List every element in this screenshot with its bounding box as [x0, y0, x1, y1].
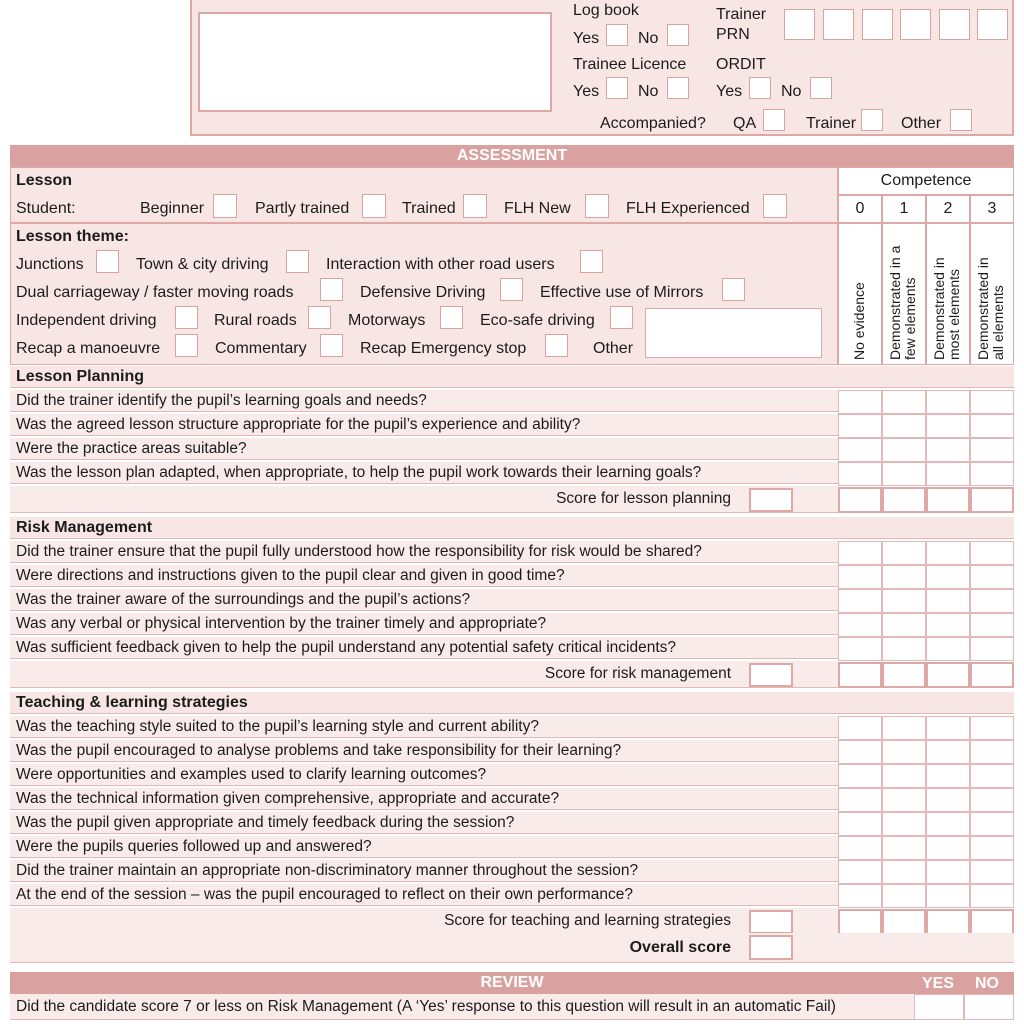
- competence-score-cell[interactable]: [926, 740, 970, 764]
- student-level-label: Beginner: [140, 200, 205, 217]
- competence-score-cell[interactable]: [970, 860, 1014, 884]
- competence-score-cell[interactable]: [882, 565, 926, 589]
- competence-score-cell[interactable]: [970, 740, 1014, 764]
- lesson-theme-checkbox[interactable]: [500, 278, 523, 301]
- overall-score-label: Overall score: [629, 939, 731, 956]
- competence-score-cell[interactable]: [926, 414, 970, 438]
- trainer-prn-digit-box[interactable]: [900, 9, 931, 40]
- competence-score-cell[interactable]: [926, 836, 970, 860]
- student-level-label: FLH New: [504, 200, 571, 217]
- lesson-theme-label: Junctions: [16, 256, 84, 273]
- lesson-theme-checkbox[interactable]: [722, 278, 745, 301]
- competence-score-cell[interactable]: [926, 438, 970, 462]
- competence-score-cell[interactable]: [970, 390, 1014, 414]
- section-title: Teaching & learning strategies: [16, 694, 248, 711]
- lesson-theme-label: Interaction with other road users: [326, 256, 555, 273]
- trainer-prn-digit-box[interactable]: [784, 9, 815, 40]
- question-text: Were directions and instructions given to the pupil clear and given in good time?: [16, 567, 565, 584]
- review-yes-box[interactable]: [914, 994, 964, 1020]
- student-label: Student:: [16, 200, 76, 217]
- competence-score-cell[interactable]: [882, 541, 926, 565]
- review-no-label: NO: [975, 975, 999, 992]
- competence-score-cell[interactable]: [838, 613, 882, 637]
- lesson-label: Lesson: [16, 172, 73, 189]
- question-text: Was any verbal or physical intervention by the trainer timely and appropriate?: [16, 615, 547, 632]
- log-book-yes-checkbox[interactable]: [606, 24, 628, 46]
- section-score-label: Score for teaching and learning strategies: [444, 912, 731, 929]
- section-score-label: Score for risk management: [544, 665, 731, 682]
- competence-score-cell[interactable]: [926, 637, 970, 661]
- student-level-label: FLH Experienced: [626, 200, 750, 217]
- trainer-prn-label-1: Trainer: [716, 6, 767, 23]
- review-header: [10, 972, 1014, 994]
- competence-scale-cell: 3: [970, 195, 1014, 223]
- question-text: Were opportunities and examples used to clarify learning outcomes?: [16, 766, 487, 783]
- competence-score-cell[interactable]: [882, 637, 926, 661]
- competence-score-cell[interactable]: [838, 716, 882, 740]
- competence-score-cell[interactable]: [970, 788, 1014, 812]
- competence-score-cell[interactable]: [926, 884, 970, 908]
- licence-no-checkbox[interactable]: [667, 77, 689, 99]
- licence-yes-label: Yes: [573, 83, 600, 100]
- competence-scale-cell: 1: [882, 195, 926, 223]
- licence-yes-checkbox[interactable]: [606, 77, 628, 99]
- overall-score-box[interactable]: [749, 935, 793, 960]
- lesson-theme-checkbox[interactable]: [580, 250, 603, 273]
- competence-score-cell[interactable]: [882, 613, 926, 637]
- score-total-cell[interactable]: [838, 909, 882, 935]
- lesson-theme-checkbox[interactable]: [320, 278, 343, 301]
- lesson-theme-label: Lesson theme:: [16, 228, 129, 245]
- lesson-theme-label: Recap Emergency stop: [360, 340, 527, 357]
- section-title-row: [10, 517, 1014, 539]
- competence-description-text: most elements: [946, 268, 962, 360]
- lesson-theme-checkbox[interactable]: [440, 306, 463, 329]
- accompanied-trainer-checkbox[interactable]: [861, 109, 883, 131]
- student-level-checkbox[interactable]: [213, 194, 237, 218]
- competence-score-cell[interactable]: [838, 462, 882, 486]
- question-text: At the end of the session – was the pupil encouraged to reflect on their own performance?: [16, 886, 633, 903]
- trainer-prn-digit-box[interactable]: [823, 9, 854, 40]
- competence-score-cell[interactable]: [838, 589, 882, 613]
- competence-score-cell[interactable]: [838, 764, 882, 788]
- score-total-cell[interactable]: [882, 662, 926, 688]
- review-no-box[interactable]: [964, 994, 1014, 1020]
- competence-score-cell[interactable]: [882, 589, 926, 613]
- competence-score-cell[interactable]: [970, 565, 1014, 589]
- review-title: REVIEW: [480, 974, 544, 991]
- competence-scale-cell: 2: [926, 195, 970, 223]
- competence-description-text: few elements: [902, 277, 918, 360]
- section-title: Lesson Planning: [16, 368, 145, 385]
- lesson-theme-label: Other: [593, 340, 634, 357]
- question-text: Was the lesson plan adapted, when appropriate, to help the pupil work towards their learning goals?: [16, 464, 702, 481]
- question-text: Were the practice areas suitable?: [16, 440, 247, 457]
- competence-score-cell[interactable]: [882, 860, 926, 884]
- competence-score-cell[interactable]: [970, 836, 1014, 860]
- question-text: Were the pupils queries followed up and answered?: [16, 838, 372, 855]
- competence-score-cell[interactable]: [926, 589, 970, 613]
- competence-score-cell[interactable]: [882, 836, 926, 860]
- lesson-theme-label: Recap a manoeuvre: [16, 340, 161, 357]
- section-title-row: [10, 366, 1014, 388]
- question-text: Did the trainer ensure that the pupil fully understood how the responsibility for risk would be shared?: [16, 543, 702, 560]
- lesson-theme-checkbox[interactable]: [96, 250, 119, 273]
- assessment-header: ASSESSMENT: [10, 145, 1014, 167]
- competence-score-cell[interactable]: [970, 414, 1014, 438]
- accompanied-qa-checkbox[interactable]: [763, 109, 785, 131]
- question-text: Did the trainer maintain an appropriate non-discriminatory manner throughout the session?: [16, 862, 639, 879]
- competence-score-cell[interactable]: [838, 637, 882, 661]
- competence-score-cell[interactable]: [970, 613, 1014, 637]
- competence-score-cell[interactable]: [926, 860, 970, 884]
- competence-score-cell[interactable]: [970, 884, 1014, 908]
- ordit-yes-label: Yes: [716, 83, 743, 100]
- review-yes-label: YES: [922, 975, 955, 992]
- score-total-cell[interactable]: [926, 487, 970, 513]
- ordit-no-checkbox[interactable]: [810, 77, 832, 99]
- licence-no-label: No: [638, 83, 659, 100]
- log-book-no-label: No: [638, 30, 659, 47]
- overall-score-row: [10, 933, 1014, 963]
- score-total-cell[interactable]: [926, 909, 970, 935]
- lesson-theme-label: Motorways: [348, 312, 426, 329]
- score-total-cell[interactable]: [882, 487, 926, 513]
- competence-score-cell[interactable]: [970, 812, 1014, 836]
- accompanied-qa-label: QA: [733, 115, 757, 132]
- competence-score-cell[interactable]: [838, 390, 882, 414]
- competence-score-cell[interactable]: [970, 764, 1014, 788]
- lesson-theme-checkbox[interactable]: [175, 306, 198, 329]
- score-total-cell[interactable]: [926, 662, 970, 688]
- accompanied-label: Accompanied?: [600, 115, 706, 132]
- competence-score-cell[interactable]: [926, 812, 970, 836]
- competence-score-cell[interactable]: [838, 438, 882, 462]
- trainer-prn-digit-box[interactable]: [977, 9, 1008, 40]
- competence-score-cell[interactable]: [926, 764, 970, 788]
- competence-description-text: all elements: [990, 285, 1006, 360]
- question-text: Was the trainer aware of the surroundings and the pupil’s actions?: [16, 591, 471, 608]
- competence-score-cell[interactable]: [838, 740, 882, 764]
- lesson-theme-label: Commentary: [215, 340, 307, 357]
- competence-score-cell[interactable]: [926, 390, 970, 414]
- student-level-label: Partly trained: [255, 200, 350, 217]
- review-question: Did the candidate score 7 or less on Risk Management (A ‘Yes’ response to this question will result in an automatic Fail): [16, 998, 836, 1015]
- question-text: Was sufficient feedback given to help the pupil understand any potential safety critical incidents?: [16, 639, 677, 656]
- score-total-cell[interactable]: [970, 487, 1014, 513]
- competence-score-cell[interactable]: [926, 613, 970, 637]
- competence-score-cell[interactable]: [882, 812, 926, 836]
- section-score-box[interactable]: [749, 488, 793, 512]
- question-text: Was the pupil given appropriate and timely feedback during the session?: [16, 814, 515, 831]
- lesson-theme-checkbox[interactable]: [308, 306, 331, 329]
- lesson-theme-checkbox[interactable]: [545, 334, 568, 357]
- lesson-theme-label: Eco-safe driving: [480, 312, 595, 329]
- ordit-yes-checkbox[interactable]: [749, 77, 771, 99]
- competence-score-cell[interactable]: [926, 565, 970, 589]
- competence-score-cell[interactable]: [970, 589, 1014, 613]
- trainer-prn-label-2: PRN: [716, 26, 750, 43]
- score-total-cell[interactable]: [838, 662, 882, 688]
- competence-score-cell[interactable]: [882, 462, 926, 486]
- competence-score-cell[interactable]: [838, 414, 882, 438]
- question-text: Was the teaching style suited to the pupil’s learning style and current ability?: [16, 718, 539, 735]
- log-book-yes-label: Yes: [573, 30, 600, 47]
- competence-score-cell[interactable]: [838, 812, 882, 836]
- log-book-label: Log book: [573, 2, 639, 19]
- competence-score-cell[interactable]: [838, 565, 882, 589]
- accompanied-other-label: Other: [901, 115, 942, 132]
- accompanied-trainer-label: Trainer: [806, 115, 857, 132]
- competence-score-cell[interactable]: [970, 637, 1014, 661]
- trainee-licence-label: Trainee Licence: [573, 56, 687, 73]
- competence-score-cell[interactable]: [882, 740, 926, 764]
- student-level-checkbox[interactable]: [362, 194, 386, 218]
- score-total-cell[interactable]: [970, 662, 1014, 688]
- competence-header: Competence: [838, 167, 1014, 195]
- competence-score-cell[interactable]: [882, 414, 926, 438]
- lesson-theme-checkbox[interactable]: [610, 306, 633, 329]
- competence-description-text: Demonstrated in: [975, 257, 991, 360]
- ordit-no-label: No: [781, 83, 802, 100]
- competence-score-cell[interactable]: [926, 541, 970, 565]
- lesson-theme-label: Town & city driving: [136, 256, 269, 273]
- score-total-cell[interactable]: [838, 487, 882, 513]
- log-book-no-checkbox[interactable]: [667, 24, 689, 46]
- competence-score-cell[interactable]: [882, 390, 926, 414]
- notes-box[interactable]: [198, 12, 552, 112]
- lesson-theme-checkbox[interactable]: [175, 334, 198, 357]
- other-theme-field[interactable]: [645, 308, 822, 358]
- competence-score-cell[interactable]: [838, 541, 882, 565]
- competence-score-cell[interactable]: [838, 884, 882, 908]
- question-text: Was the technical information given comprehensive, appropriate and accurate?: [16, 790, 560, 807]
- question-text: Did the trainer identify the pupil’s learning goals and needs?: [16, 392, 427, 409]
- lesson-theme-label: Dual carriageway / faster moving roads: [16, 284, 294, 301]
- competence-score-cell[interactable]: [882, 788, 926, 812]
- competence-score-cell[interactable]: [926, 788, 970, 812]
- accompanied-other-checkbox[interactable]: [950, 109, 972, 131]
- lesson-theme-label: Defensive Driving: [360, 284, 486, 301]
- competence-scale-cell: 0: [838, 195, 882, 223]
- student-level-checkbox[interactable]: [585, 194, 609, 218]
- lesson-theme-label: Independent driving: [16, 312, 157, 329]
- competence-score-cell[interactable]: [882, 764, 926, 788]
- competence-score-cell[interactable]: [970, 716, 1014, 740]
- trainer-prn-digit-box[interactable]: [862, 9, 893, 40]
- lesson-theme-label: Effective use of Mirrors: [540, 284, 704, 301]
- competence-score-cell[interactable]: [882, 716, 926, 740]
- competence-score-cell[interactable]: [970, 462, 1014, 486]
- competence-score-cell[interactable]: [926, 462, 970, 486]
- competence-score-cell[interactable]: [970, 438, 1014, 462]
- competence-score-cell[interactable]: [838, 860, 882, 884]
- lesson-theme-checkbox[interactable]: [286, 250, 309, 273]
- competence-score-cell[interactable]: [882, 884, 926, 908]
- section-score-label: Score for lesson planning: [556, 490, 731, 507]
- section-score-box[interactable]: [749, 910, 793, 934]
- ordit-label: ORDIT: [716, 56, 766, 73]
- question-text: Was the agreed lesson structure appropriate for the pupil’s experience and ability?: [16, 416, 581, 433]
- score-total-cell[interactable]: [882, 909, 926, 935]
- competence-score-cell[interactable]: [838, 836, 882, 860]
- lesson-theme-checkbox[interactable]: [320, 334, 343, 357]
- student-level-checkbox[interactable]: [463, 194, 487, 218]
- trainer-prn-digit-box[interactable]: [939, 9, 970, 40]
- section-score-box[interactable]: [749, 663, 793, 687]
- student-level-label: Trained: [402, 200, 456, 217]
- score-total-cell[interactable]: [970, 909, 1014, 935]
- competence-description-text: Demonstrated in: [931, 257, 947, 360]
- competence-score-cell[interactable]: [970, 541, 1014, 565]
- competence-score-cell[interactable]: [926, 716, 970, 740]
- competence-score-cell[interactable]: [838, 788, 882, 812]
- lesson-theme-label: Rural roads: [214, 312, 297, 329]
- section-title: Risk Management: [16, 519, 153, 536]
- student-level-checkbox[interactable]: [763, 194, 787, 218]
- question-text: Was the pupil encouraged to analyse problems and take responsibility for their learning?: [16, 742, 622, 759]
- competence-score-cell[interactable]: [882, 438, 926, 462]
- competence-description-text: Demonstrated in a: [887, 245, 903, 360]
- competence-description-text: No evidence: [851, 282, 867, 360]
